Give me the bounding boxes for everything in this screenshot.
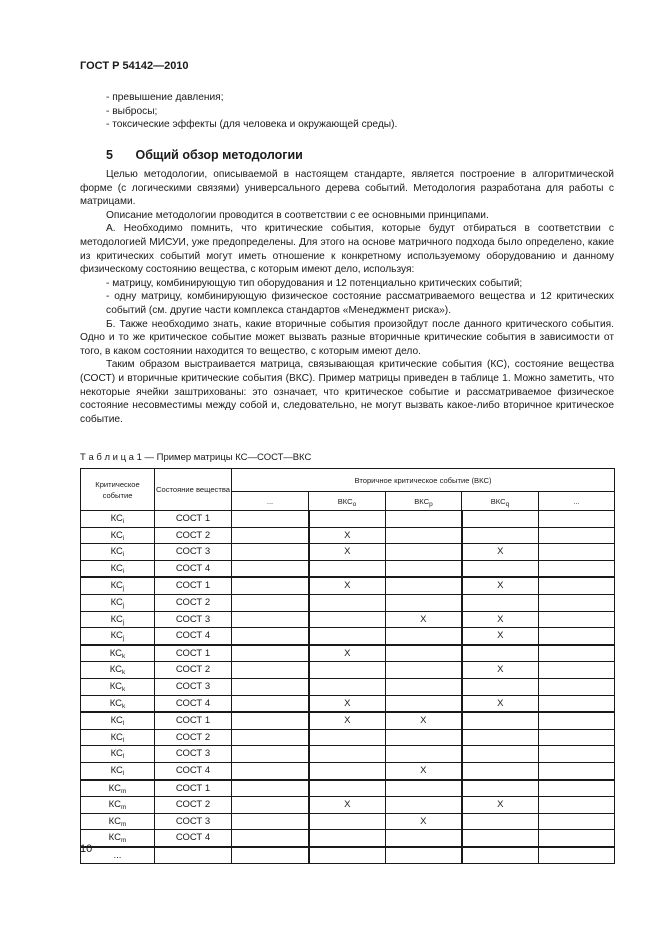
ks-base: КС xyxy=(110,613,123,625)
sost-cell: СОСТ 3 xyxy=(155,678,232,695)
matrix-cell xyxy=(539,797,615,814)
table-row xyxy=(81,780,615,797)
matrix-cell: X xyxy=(309,527,386,544)
paragraph: Описание методологии проводится в соответствии с ее основными принципами. xyxy=(106,209,489,221)
ks-base: КС xyxy=(110,529,123,541)
matrix-cell xyxy=(539,645,615,662)
matrix-cell: X xyxy=(386,611,462,628)
matrix-cell xyxy=(232,762,309,779)
matrix-cell xyxy=(309,780,386,797)
hazard-list xyxy=(80,91,614,132)
matrix-cell xyxy=(232,662,309,679)
ks-subscript: i xyxy=(122,534,125,542)
sost-cell xyxy=(155,847,232,864)
ks-cell xyxy=(81,544,155,561)
table-row xyxy=(81,594,615,611)
ks-subscript: k xyxy=(122,702,126,710)
ks-subscript: i xyxy=(122,518,125,525)
sost-cell: СОСТ 1 xyxy=(155,511,232,528)
ks-cell xyxy=(81,762,155,779)
matrix-cell xyxy=(462,847,539,864)
matrix-cell xyxy=(309,813,386,830)
matrix-cell xyxy=(462,729,539,746)
ks-base: КС xyxy=(108,799,121,811)
sost-cell: СОСТ 2 xyxy=(155,729,232,746)
matrix-cell xyxy=(462,645,539,662)
matrix-cell: X xyxy=(309,797,386,814)
matrix-cell xyxy=(232,729,309,746)
ks-base: КС xyxy=(109,664,123,676)
ks-subscript: m xyxy=(120,820,127,828)
table-row xyxy=(81,560,615,577)
sost-cell: СОСТ 4 xyxy=(155,560,232,577)
sost-cell: СОСТ 2 xyxy=(155,662,232,679)
ks-base: КС xyxy=(110,546,123,558)
standard-id: ГОСТ Р 54142—2010 xyxy=(80,60,189,72)
matrix-cell xyxy=(386,729,462,746)
matrix-cell xyxy=(386,527,462,544)
list-item: - выбросы; xyxy=(106,105,158,117)
col-header-vks-p: $ВКС_p$ xyxy=(386,492,462,511)
table-row xyxy=(81,628,615,645)
matrix-cell xyxy=(462,678,539,695)
matrix-cell xyxy=(539,695,615,712)
col-header-sost: Состояние вещества xyxy=(155,469,232,511)
matrix-cell xyxy=(232,780,309,797)
matrix-cell xyxy=(309,746,386,763)
section-title: Общий обзор методологии xyxy=(135,148,303,162)
matrix-cell xyxy=(309,830,386,847)
matrix-cell xyxy=(539,712,615,729)
ks-cell xyxy=(81,813,155,830)
col-header-vks-o: $ВКС_o$ xyxy=(309,492,386,511)
matrix-cell xyxy=(539,729,615,746)
matrix-cell xyxy=(232,847,309,864)
sost-cell: СОСТ 2 xyxy=(155,797,232,814)
section-body xyxy=(80,168,614,426)
ks-cell xyxy=(81,729,155,746)
matrix-cell: X xyxy=(462,577,539,594)
matrix-cell: X xyxy=(309,695,386,712)
ks-subscript: j xyxy=(122,601,125,609)
table-row xyxy=(81,847,615,864)
matrix-cell xyxy=(309,594,386,611)
matrix-cell xyxy=(232,797,309,814)
table-row xyxy=(81,544,615,561)
paragraph: Б. Также необходимо знать, какие вторичные события произойдут после данного критического события. Одно и то же критическое событие может вызвать разные вторичные критические события в зависимости от того, в каком состоянии находится то вещество, с которым имеют дело. xyxy=(80,318,614,357)
matrix-cell xyxy=(462,780,539,797)
ks-cell xyxy=(81,560,155,577)
matrix-cell xyxy=(309,628,386,645)
matrix-cell xyxy=(232,830,309,847)
sost-cell: СОСТ 4 xyxy=(155,762,232,779)
matrix-cell xyxy=(386,662,462,679)
matrix-cell xyxy=(539,830,615,847)
matrix-cell xyxy=(386,628,462,645)
matrix-cell xyxy=(386,678,462,695)
sost-cell: СОСТ 3 xyxy=(155,813,232,830)
ks-cell xyxy=(81,746,155,763)
paragraph: Таким образом выстраивается матрица, связывающая критические события (КС), состояние вещества (СОСТ) и вторичные критические события (ВКС). Пример матрицы приведен в таблице 1. Можно заметить, что некоторые ячейки заштрихованы: это означает, что критическое событие и рассматриваемое физическое состояние несовместимы между собой и, следовательно, не могут вызвать какое-либо вторичное критическое событие. xyxy=(80,359,614,425)
matrix-cell xyxy=(386,797,462,814)
table-row xyxy=(81,662,615,679)
matrix-cell xyxy=(386,560,462,577)
table-row xyxy=(81,577,615,594)
ks-cell xyxy=(81,527,155,544)
matrix-cell xyxy=(539,780,615,797)
ks-cell xyxy=(81,611,155,628)
matrix-cell: X xyxy=(309,645,386,662)
ks-cell xyxy=(81,797,155,814)
matrix-cell xyxy=(232,527,309,544)
paragraph: - одну матрицу, комбинирующую физическое состояние рассматриваемого вещества и 12 критических событий (см. другие части комплекса стандартов «Менеджмент риска»). xyxy=(106,291,614,316)
matrix-cell xyxy=(462,594,539,611)
matrix-cell xyxy=(309,762,386,779)
matrix-cell xyxy=(539,544,615,561)
ks-subscript: m xyxy=(120,804,127,812)
matrix-cell: X xyxy=(462,611,539,628)
matrix-cell xyxy=(232,594,309,611)
table-row xyxy=(81,762,615,779)
ks-base: КС xyxy=(110,513,123,524)
matrix-cell xyxy=(462,762,539,779)
matrix-cell xyxy=(386,746,462,763)
ks-cell xyxy=(81,511,155,528)
ks-base: КС xyxy=(110,764,123,776)
table-row xyxy=(81,695,615,712)
matrix-cell xyxy=(462,560,539,577)
sost-cell: СОСТ 3 xyxy=(155,544,232,561)
sost-cell: СОСТ 4 xyxy=(155,628,232,645)
matrix-cell xyxy=(386,645,462,662)
table-row xyxy=(81,746,615,763)
matrix-cell xyxy=(539,746,615,763)
matrix-cell xyxy=(386,544,462,561)
ks-subscript: l xyxy=(122,736,125,744)
matrix-cell xyxy=(386,695,462,712)
matrix-cell xyxy=(386,780,462,797)
sost-cell: СОСТ 4 xyxy=(155,830,232,847)
col-header-vks: Вторичное критическое событие (ВКС) xyxy=(232,469,615,492)
matrix-cell xyxy=(462,830,539,847)
matrix-cell xyxy=(539,762,615,779)
matrix-cell xyxy=(309,611,386,628)
matrix-cell xyxy=(539,628,615,645)
matrix-cell xyxy=(539,577,615,594)
matrix-cell xyxy=(232,511,309,528)
ks-base: КС xyxy=(110,562,123,574)
matrix-cell xyxy=(309,729,386,746)
sost-cell: СОСТ 1 xyxy=(155,645,232,662)
ks-subscript: i xyxy=(122,551,125,559)
sost-cell: СОСТ 2 xyxy=(155,594,232,611)
ks-cell: ... xyxy=(81,847,155,864)
matrix-cell xyxy=(232,560,309,577)
ks-cell xyxy=(81,577,155,594)
ks-cell xyxy=(81,695,155,712)
matrix-cell: X xyxy=(462,797,539,814)
sost-cell: СОСТ 3 xyxy=(155,746,232,763)
matrix-cell xyxy=(539,527,615,544)
ks-cell xyxy=(81,780,155,797)
ks-cell xyxy=(81,662,155,679)
matrix-cell xyxy=(232,577,309,594)
ks-base: КС xyxy=(108,815,121,827)
ks-subscript: j xyxy=(122,635,125,643)
table-row xyxy=(81,511,615,528)
ks-subscript: i xyxy=(122,567,125,575)
sost-cell: СОСТ 2 xyxy=(155,527,232,544)
matrix-cell xyxy=(232,678,309,695)
ks-subscript: j xyxy=(122,585,125,593)
ks-base: КС xyxy=(110,731,123,743)
ks-subscript: k xyxy=(122,652,126,660)
ks-subscript: m xyxy=(120,787,127,795)
matrix-cell xyxy=(539,847,615,864)
matrix-cell xyxy=(309,662,386,679)
matrix-cell xyxy=(386,511,462,528)
matrix-cell: X xyxy=(386,813,462,830)
paragraph: Целью методологии, описываемой в настоящем стандарте, является построение в алгоритмической форме (с логическими связями) универсального дерева событий. Методология разработана для работы с матрицами. xyxy=(80,169,614,208)
list-item: - токсические эффекты (для человека и окружающей среды). xyxy=(106,119,398,131)
ks-cell xyxy=(81,645,155,662)
list-item: - превышение давления; xyxy=(106,92,224,103)
section-number: 5 xyxy=(106,148,113,162)
matrix-cell: X xyxy=(309,577,386,594)
matrix-cell: X xyxy=(386,712,462,729)
sost-cell: СОСТ 1 xyxy=(155,577,232,594)
ks-subscript: l xyxy=(122,769,125,777)
col-header-ellipsis: ... xyxy=(539,492,615,511)
col-header-ks: Критическое событие xyxy=(81,469,155,511)
sost-cell: СОСТ 1 xyxy=(155,780,232,797)
matrix-cell xyxy=(309,511,386,528)
matrix-cell xyxy=(386,594,462,611)
matrix-cell xyxy=(539,511,615,528)
ks-base: КС xyxy=(110,715,123,727)
matrix-cell xyxy=(539,594,615,611)
table-row xyxy=(81,797,615,814)
matrix-cell xyxy=(462,746,539,763)
ks-cell xyxy=(81,712,155,729)
matrix-cell xyxy=(462,712,539,729)
table-row xyxy=(81,813,615,830)
matrix-cell xyxy=(232,813,309,830)
table-caption: Т а б л и ц а 1 — Пример матрицы КС—СОСТ—ВКС xyxy=(80,452,312,463)
matrix-cell xyxy=(462,813,539,830)
matrix-cell: X xyxy=(309,712,386,729)
ks-base: КС xyxy=(109,680,123,692)
table-row xyxy=(81,830,615,847)
matrix-cell xyxy=(232,544,309,561)
matrix-cell: X xyxy=(386,762,462,779)
matrix-cell xyxy=(232,695,309,712)
matrix-cell xyxy=(539,678,615,695)
table-row xyxy=(81,527,615,544)
ks-subscript: l xyxy=(122,720,125,728)
table-row xyxy=(81,712,615,729)
matrix-cell xyxy=(386,830,462,847)
matrix-cell xyxy=(232,712,309,729)
matrix-cell xyxy=(309,560,386,577)
ks-base: КС xyxy=(110,580,123,592)
matrix-cell: X xyxy=(462,662,539,679)
table-row xyxy=(81,611,615,628)
ks-subscript: m xyxy=(120,837,127,845)
ks-subscript: j xyxy=(122,618,125,626)
paragraph: А. Необходимо помнить, что критические события, которые будут отбираться в соответствии с методологией МИСУИ, уже предопределены. Для этого на основе матричного подхода было определено, какие из критических событий могут иметь отношение к конкретному используемому оборудованию и данному физическому состоянию вещества, с которым имеют дело, используя: xyxy=(80,223,614,276)
ks-base: КС xyxy=(110,596,123,608)
matrix-cell xyxy=(539,662,615,679)
ks-cell xyxy=(81,678,155,695)
col-header-ellipsis: ... xyxy=(232,492,309,511)
matrix-cell xyxy=(309,678,386,695)
matrix-cell xyxy=(462,527,539,544)
ks-base: КС xyxy=(108,832,121,844)
sost-cell: СОСТ 3 xyxy=(155,611,232,628)
table-row xyxy=(81,729,615,746)
matrix-cell xyxy=(539,813,615,830)
ks-base: КС xyxy=(110,630,123,642)
matrix-table xyxy=(80,468,615,864)
ks-subscript: k xyxy=(122,685,126,693)
matrix-cell xyxy=(386,847,462,864)
ks-cell xyxy=(81,594,155,611)
matrix-cell xyxy=(232,628,309,645)
ks-base: КС xyxy=(109,697,123,709)
matrix-cell xyxy=(539,611,615,628)
matrix-cell xyxy=(462,511,539,528)
paragraph: - матрицу, комбинирующую тип оборудования и 12 потенциально критических событий; xyxy=(106,277,523,289)
ks-cell xyxy=(81,628,155,645)
ks-base: КС xyxy=(108,782,121,794)
section-heading xyxy=(80,149,614,163)
col-header-vks-q: $ВКС_q$ xyxy=(462,492,539,511)
matrix-cell xyxy=(539,560,615,577)
ks-subscript: l xyxy=(122,753,125,761)
sost-cell: СОСТ 4 xyxy=(155,695,232,712)
matrix-cell xyxy=(386,577,462,594)
matrix-cell xyxy=(232,611,309,628)
table-row xyxy=(81,645,615,662)
page-number: 10 xyxy=(80,843,93,855)
ks-base: КС xyxy=(109,647,123,659)
matrix-cell xyxy=(232,645,309,662)
matrix-cell: X xyxy=(462,544,539,561)
matrix-cell: X xyxy=(309,544,386,561)
matrix-cell xyxy=(232,746,309,763)
ks-subscript: k xyxy=(122,669,126,677)
matrix-cell: X xyxy=(462,695,539,712)
matrix-cell: X xyxy=(462,628,539,645)
sost-cell: СОСТ 1 xyxy=(155,712,232,729)
matrix-cell xyxy=(309,847,386,864)
table-row xyxy=(81,678,615,695)
ks-base: КС xyxy=(110,748,123,760)
